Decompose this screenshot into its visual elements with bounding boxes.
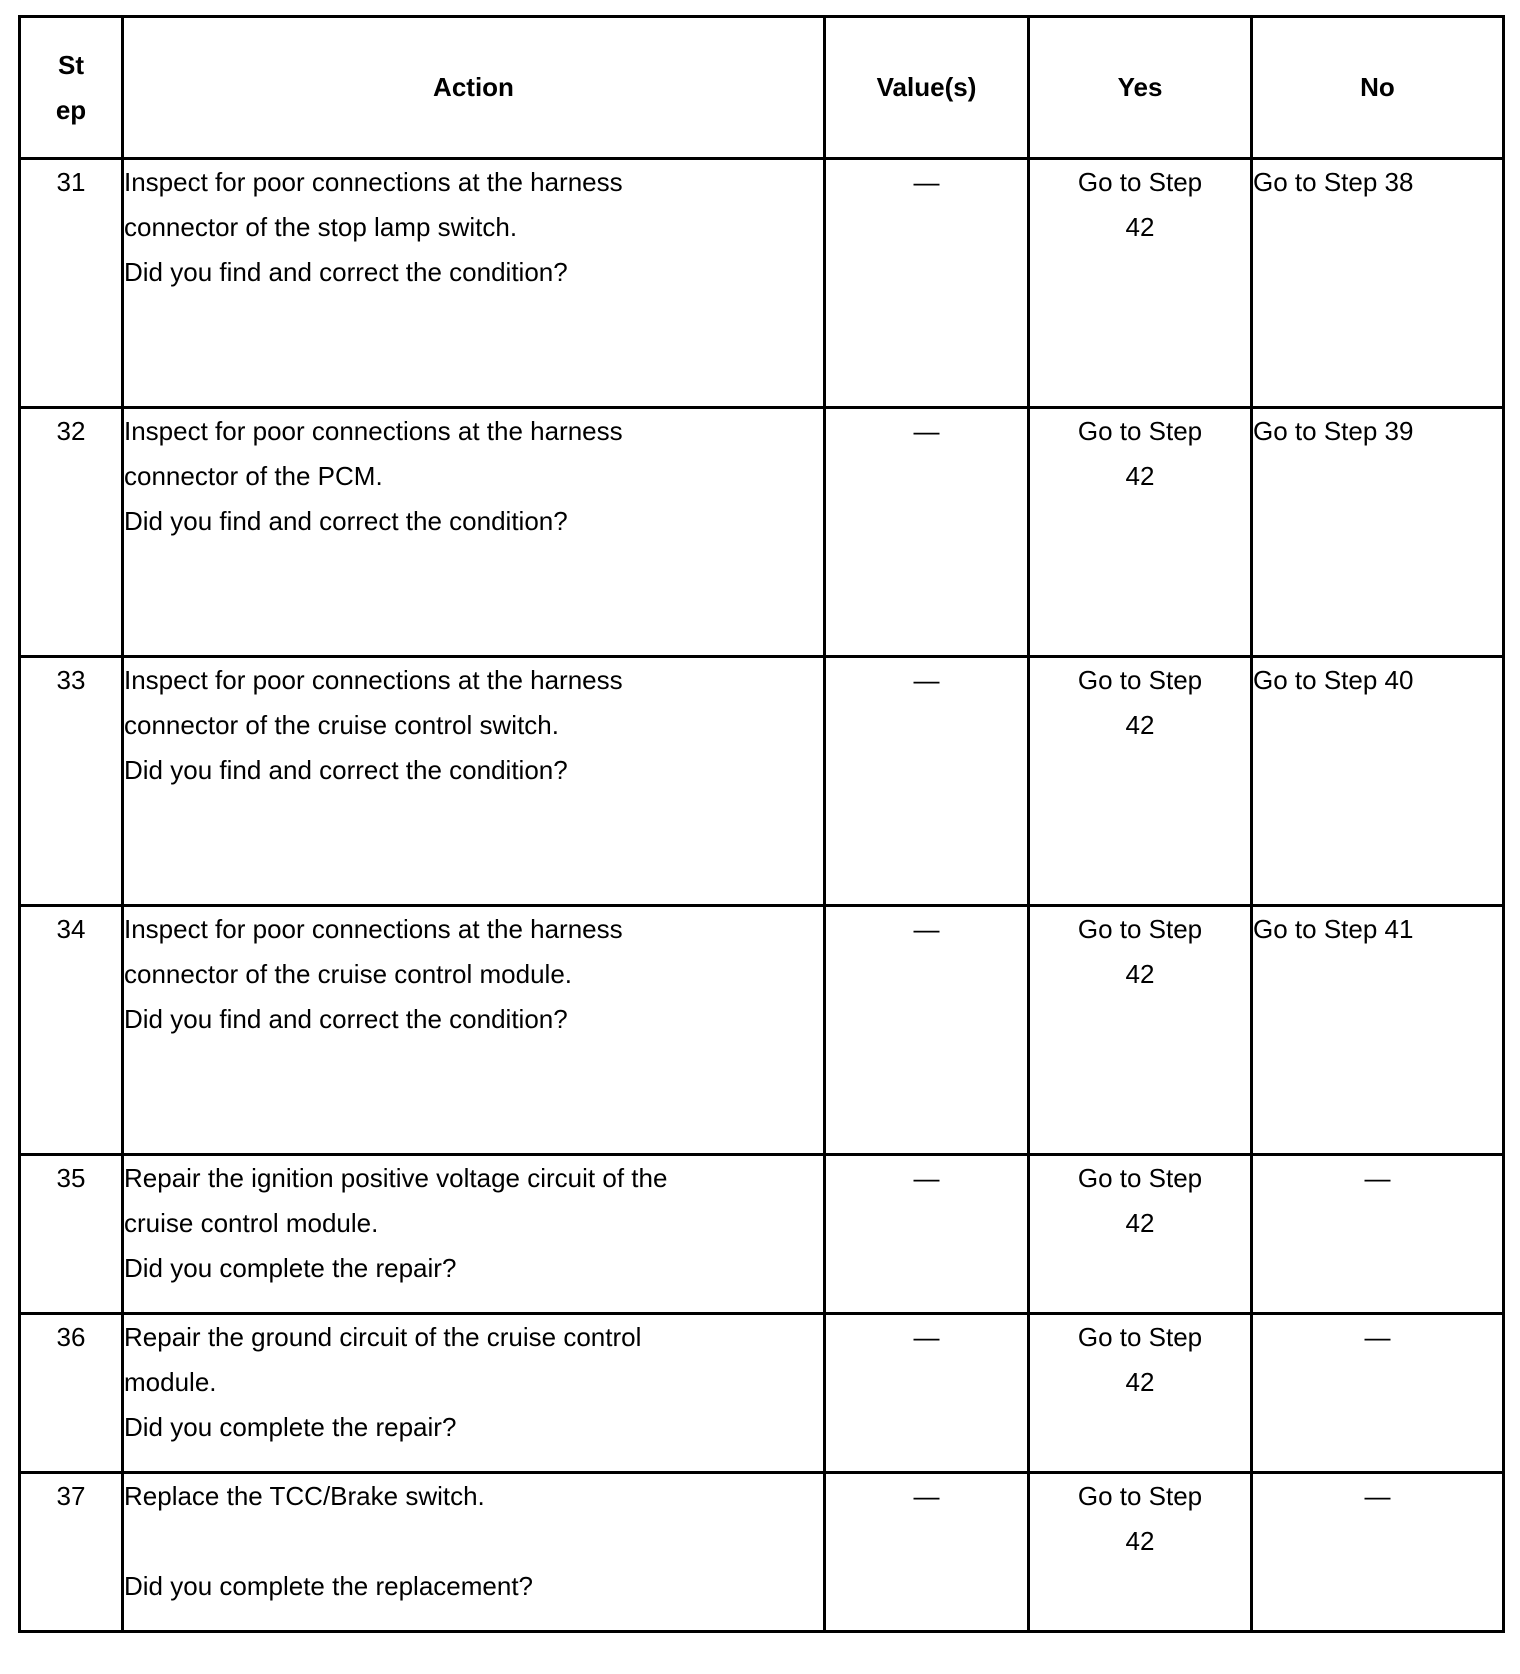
yes-line: 42 [1125, 710, 1155, 740]
value-cell: — [825, 1473, 1029, 1632]
action-cell [123, 408, 825, 657]
action-line: Repair the ground circuit of the cruise control [124, 1322, 642, 1352]
no-cell [1252, 408, 1504, 657]
action-line: Did you find and correct the condition? [124, 755, 568, 785]
yes-line: Go to Step [1077, 167, 1203, 197]
value-cell: — [825, 1155, 1029, 1314]
step-number: 32 [20, 408, 123, 657]
yes-line: 42 [1125, 212, 1155, 242]
action-line: Did you find and correct the condition? [124, 1004, 568, 1034]
action-line: Did you find and correct the condition? [124, 257, 568, 287]
table-row [20, 1473, 1504, 1632]
step-number: 31 [20, 159, 123, 408]
yes-line: Go to Step [1077, 1481, 1203, 1511]
value-cell: — [825, 657, 1029, 906]
no-line: — [1364, 1322, 1391, 1352]
action-line: cruise control module. [124, 1208, 379, 1238]
table-row [20, 906, 1504, 1155]
no-cell [1252, 1155, 1504, 1314]
yes-cell [1029, 1155, 1252, 1314]
action-line: Did you complete the repair? [124, 1412, 457, 1442]
header-no: No [1252, 17, 1504, 159]
yes-line: Go to Step [1077, 1163, 1203, 1193]
yes-line: 42 [1125, 1526, 1155, 1556]
header-yes: Yes [1029, 17, 1252, 159]
yes-line: Go to Step [1077, 665, 1203, 695]
yes-cell [1029, 1314, 1252, 1473]
action-line: Did you complete the repair? [124, 1253, 457, 1283]
yes-line: 42 [1125, 959, 1155, 989]
action-line: Inspect for poor connections at the harness [124, 914, 623, 944]
yes-cell [1029, 408, 1252, 657]
yes-cell [1029, 657, 1252, 906]
header-values: Value(s) [825, 17, 1029, 159]
action-line: module. [124, 1367, 217, 1397]
action-line: Did you find and correct the condition? [124, 506, 568, 536]
value-cell: — [825, 1314, 1029, 1473]
no-line: — [1364, 1481, 1391, 1511]
no-cell [1252, 1473, 1504, 1632]
yes-line: Go to Step [1077, 1322, 1203, 1352]
table-row [20, 159, 1504, 408]
action-line: connector of the stop lamp switch. [124, 212, 518, 242]
table-row [20, 1155, 1504, 1314]
yes-line: Go to Step [1077, 416, 1203, 446]
value-cell: — [825, 906, 1029, 1155]
no-cell [1252, 159, 1504, 408]
yes-cell [1029, 159, 1252, 408]
no-line: Go to Step 38 [1253, 167, 1414, 197]
yes-cell [1029, 1473, 1252, 1632]
action-cell [123, 1155, 825, 1314]
header-step-line1: St [58, 49, 84, 80]
no-cell [1252, 906, 1504, 1155]
header-row [20, 17, 1504, 159]
action-line: Did you complete the replacement? [124, 1571, 534, 1601]
no-line: Go to Step 39 [1253, 416, 1414, 446]
step-number: 36 [20, 1314, 123, 1473]
action-line: connector of the PCM. [124, 461, 383, 491]
yes-line: 42 [1125, 1208, 1155, 1238]
no-line: — [1364, 1163, 1391, 1193]
table-row [20, 657, 1504, 906]
diagnostic-steps-table [18, 15, 1505, 1633]
yes-cell [1029, 906, 1252, 1155]
yes-line: 42 [1125, 1367, 1155, 1397]
value-cell: — [825, 408, 1029, 657]
step-number: 35 [20, 1155, 123, 1314]
action-cell [123, 906, 825, 1155]
action-cell [123, 159, 825, 408]
action-cell [123, 657, 825, 906]
header-step-line2: ep [55, 94, 87, 125]
yes-line: Go to Step [1077, 914, 1203, 944]
no-cell [1252, 1314, 1504, 1473]
no-line: Go to Step 40 [1253, 665, 1414, 695]
action-cell [123, 1314, 825, 1473]
action-line: Inspect for poor connections at the harness [124, 167, 623, 197]
step-number: 37 [20, 1473, 123, 1632]
yes-line: 42 [1125, 461, 1155, 491]
table-row [20, 1314, 1504, 1473]
action-line: connector of the cruise control switch. [124, 710, 559, 740]
table-row [20, 408, 1504, 657]
action-line: Inspect for poor connections at the harness [124, 416, 623, 446]
header-step [20, 17, 123, 159]
action-line: Replace the TCC/Brake switch. [124, 1481, 485, 1511]
no-line: Go to Step 41 [1253, 914, 1414, 944]
no-cell [1252, 657, 1504, 906]
action-line: Inspect for poor connections at the harness [124, 665, 623, 695]
step-number: 34 [20, 906, 123, 1155]
header-action: Action [123, 17, 825, 159]
action-line: connector of the cruise control module. [124, 959, 573, 989]
value-cell: — [825, 159, 1029, 408]
action-line [124, 1519, 823, 1564]
action-line: Repair the ignition positive voltage circuit of the [124, 1163, 668, 1193]
action-cell [123, 1473, 825, 1632]
step-number: 33 [20, 657, 123, 906]
